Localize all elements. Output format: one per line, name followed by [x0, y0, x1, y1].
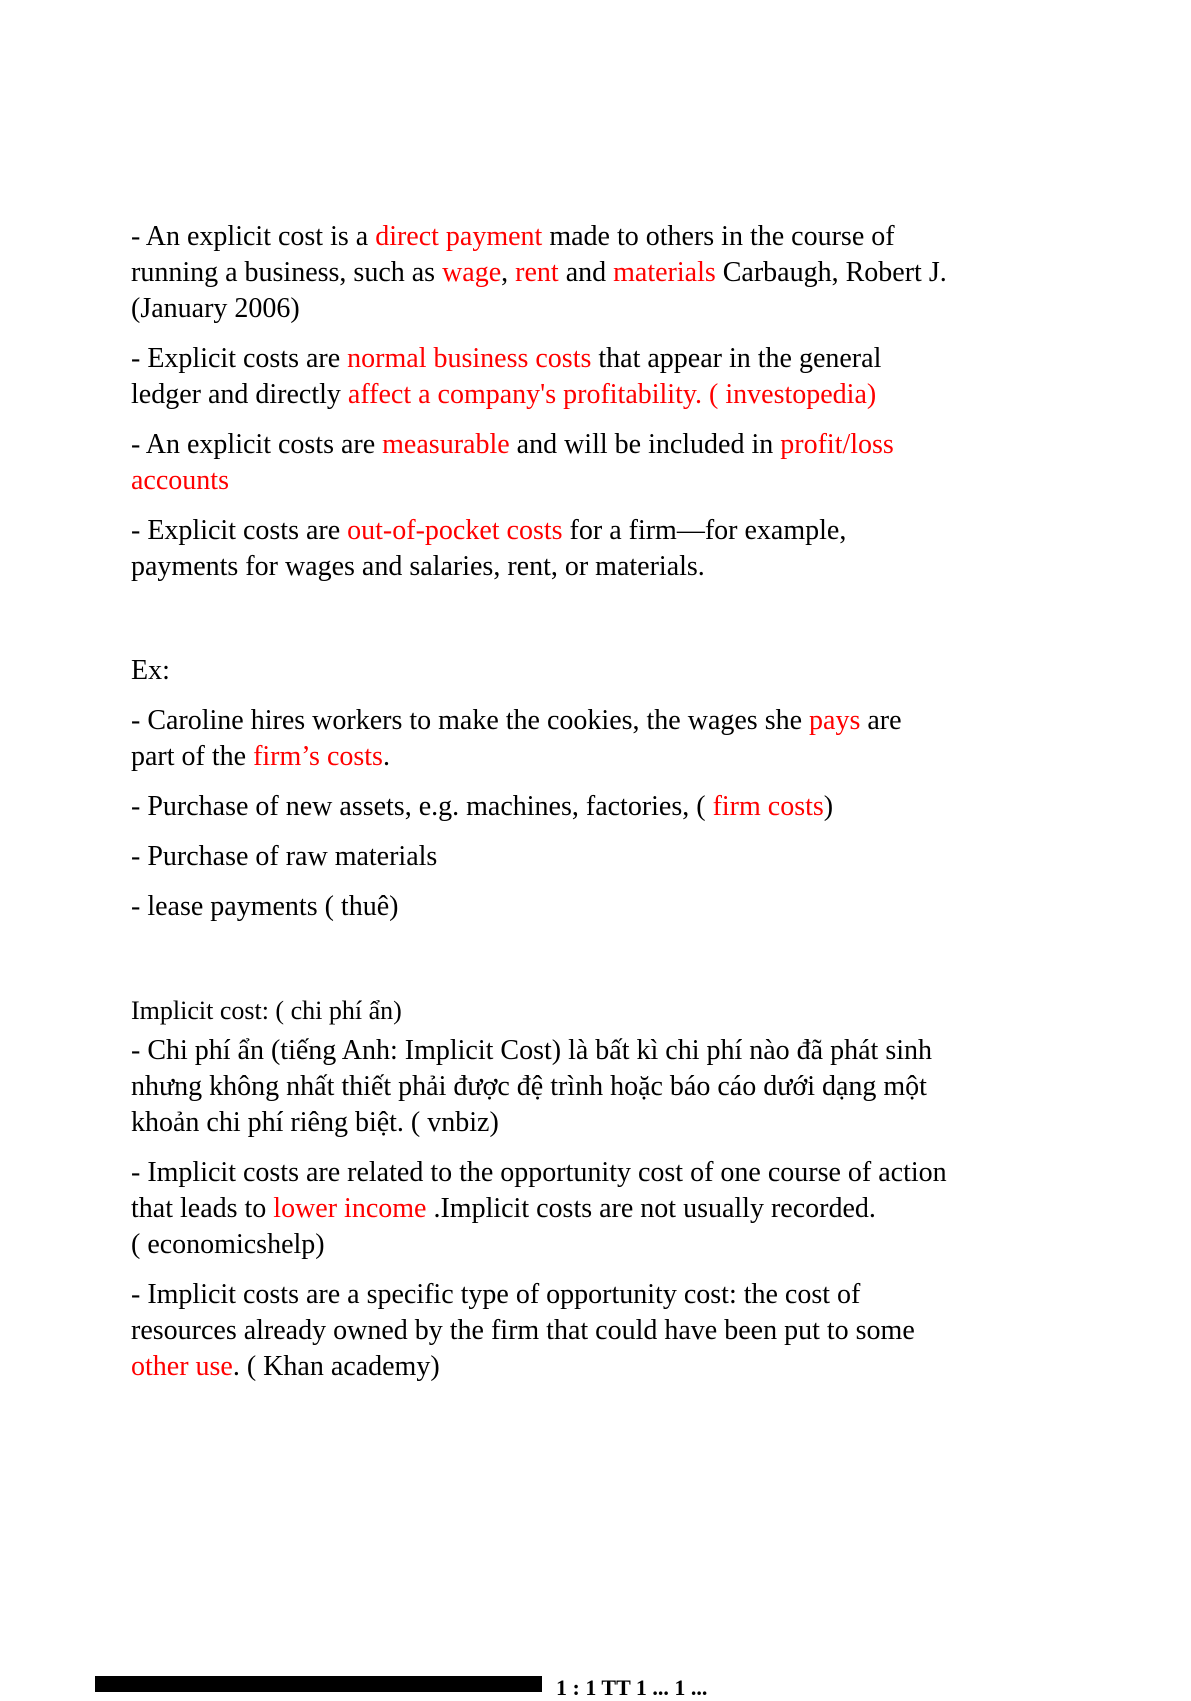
text-line	[131, 1105, 1081, 1141]
text-segment: )	[823, 791, 834, 822]
text-segment: Carbaugh, Robert J.	[715, 257, 947, 288]
text-segment: nhưng không nhất thiết phải được đệ trình hoặc báo cáo dưới dạng một	[131, 1071, 927, 1102]
text-segment: wage	[442, 257, 502, 288]
text-segment: . ( Khan academy)	[232, 1351, 440, 1382]
page-bottom-strip	[0, 1675, 1191, 1700]
text-segment: - Caroline hires workers to make the cookies, the wages she	[131, 705, 810, 736]
text-segment: measurable	[382, 429, 510, 460]
text-segment: firm costs	[712, 791, 824, 822]
text-segment: ,	[501, 257, 516, 288]
text-segment: - Chi phí ẩn (tiếng Anh: Implicit Cost) là bất kì chi phí nào đã phát sinh	[131, 1035, 932, 1066]
document-content	[131, 219, 1081, 1399]
text-segment: Ex:	[131, 655, 170, 686]
paragraph	[131, 703, 1081, 775]
text-segment: payments for wages and salaries, rent, or materials.	[131, 551, 705, 582]
paragraph	[131, 1277, 1081, 1385]
clipped-text: 1 : 1 TT 1 ... 1 ...	[556, 1675, 708, 1700]
bottom-black-bar	[95, 1676, 542, 1692]
text-line	[131, 1033, 1081, 1069]
text-segment: - An explicit cost is a	[131, 221, 376, 252]
text-segment: .Implicit costs are not usually recorded.	[426, 1193, 876, 1224]
text-segment: Implicit cost: ( chi phí ẩn)	[131, 996, 402, 1025]
text-line	[131, 1155, 1081, 1191]
paragraph	[131, 839, 1081, 875]
text-line	[131, 219, 1081, 255]
text-segment: - Purchase of new assets, e.g. machines, factories, (	[131, 791, 713, 822]
text-line	[131, 549, 1081, 585]
paragraph	[131, 1033, 1081, 1141]
text-line	[131, 513, 1081, 549]
text-segment: - Purchase of raw materials	[131, 841, 438, 872]
text-line	[131, 255, 1081, 291]
text-line	[131, 1227, 1081, 1263]
text-line	[131, 1349, 1081, 1385]
text-segment: - lease payments ( thuê)	[131, 891, 399, 922]
text-line	[131, 889, 1081, 925]
text-segment: rent	[515, 257, 559, 288]
paragraph	[131, 889, 1081, 925]
paragraph	[131, 219, 1081, 327]
paragraph	[131, 993, 1081, 1029]
text-segment: - Explicit costs are	[131, 515, 348, 546]
text-line	[131, 291, 1081, 327]
paragraph-spacer	[131, 939, 1081, 993]
text-segment: .	[382, 741, 390, 772]
text-segment: - Explicit costs are	[131, 343, 348, 374]
text-segment: normal business costs	[347, 343, 592, 374]
text-segment: accounts	[131, 465, 229, 496]
text-segment: profit/loss	[780, 429, 894, 460]
text-segment: pays	[809, 705, 861, 736]
text-segment: that appear in the general	[591, 343, 882, 374]
text-segment: and	[558, 257, 614, 288]
text-segment: firm’s costs	[253, 741, 383, 772]
text-segment: materials	[613, 257, 716, 288]
paragraph	[131, 653, 1081, 689]
text-line	[131, 789, 1081, 825]
text-segment: for a firm—for example,	[562, 515, 847, 546]
text-line	[131, 1191, 1081, 1227]
text-segment: and will be included in	[509, 429, 781, 460]
text-segment: affect a company's profitability. ( investopedia)	[347, 379, 877, 410]
text-segment: - An explicit costs are	[131, 429, 383, 460]
text-line	[131, 377, 1081, 413]
text-segment: khoản chi phí riêng biệt. ( vnbiz)	[131, 1107, 499, 1138]
text-segment: lower income	[273, 1193, 427, 1224]
text-segment: ledger and directly	[131, 379, 348, 410]
paragraph-spacer	[131, 599, 1081, 653]
paragraph	[131, 341, 1081, 413]
text-line	[131, 1277, 1081, 1313]
text-segment: - Implicit costs are a specific type of opportunity cost: the cost of	[131, 1279, 861, 1310]
text-line	[131, 463, 1081, 499]
paragraph	[131, 427, 1081, 499]
text-segment: made to others in the course of	[542, 221, 895, 252]
paragraph	[131, 1155, 1081, 1263]
text-line	[131, 341, 1081, 377]
text-segment: resources already owned by the firm that could have been put to some	[131, 1315, 915, 1346]
text-segment: - Implicit costs are related to the opportunity cost of one course of action	[131, 1157, 947, 1188]
text-segment: direct payment	[375, 221, 543, 252]
text-line	[131, 839, 1081, 875]
text-segment: ( economicshelp)	[131, 1229, 325, 1260]
text-segment: other use	[131, 1351, 233, 1382]
text-segment: that leads to	[131, 1193, 274, 1224]
paragraph	[131, 789, 1081, 825]
text-line	[131, 739, 1081, 775]
text-segment: part of the	[131, 741, 254, 772]
text-line	[131, 1069, 1081, 1105]
text-line	[131, 993, 1081, 1029]
text-segment: (January 2006)	[131, 293, 300, 324]
text-segment: are	[860, 705, 902, 736]
text-segment: running a business, such as	[131, 257, 443, 288]
text-line	[131, 653, 1081, 689]
text-line	[131, 1313, 1081, 1349]
text-line	[131, 427, 1081, 463]
paragraph	[131, 513, 1081, 585]
text-line	[131, 703, 1081, 739]
text-segment: out-of-pocket costs	[347, 515, 563, 546]
